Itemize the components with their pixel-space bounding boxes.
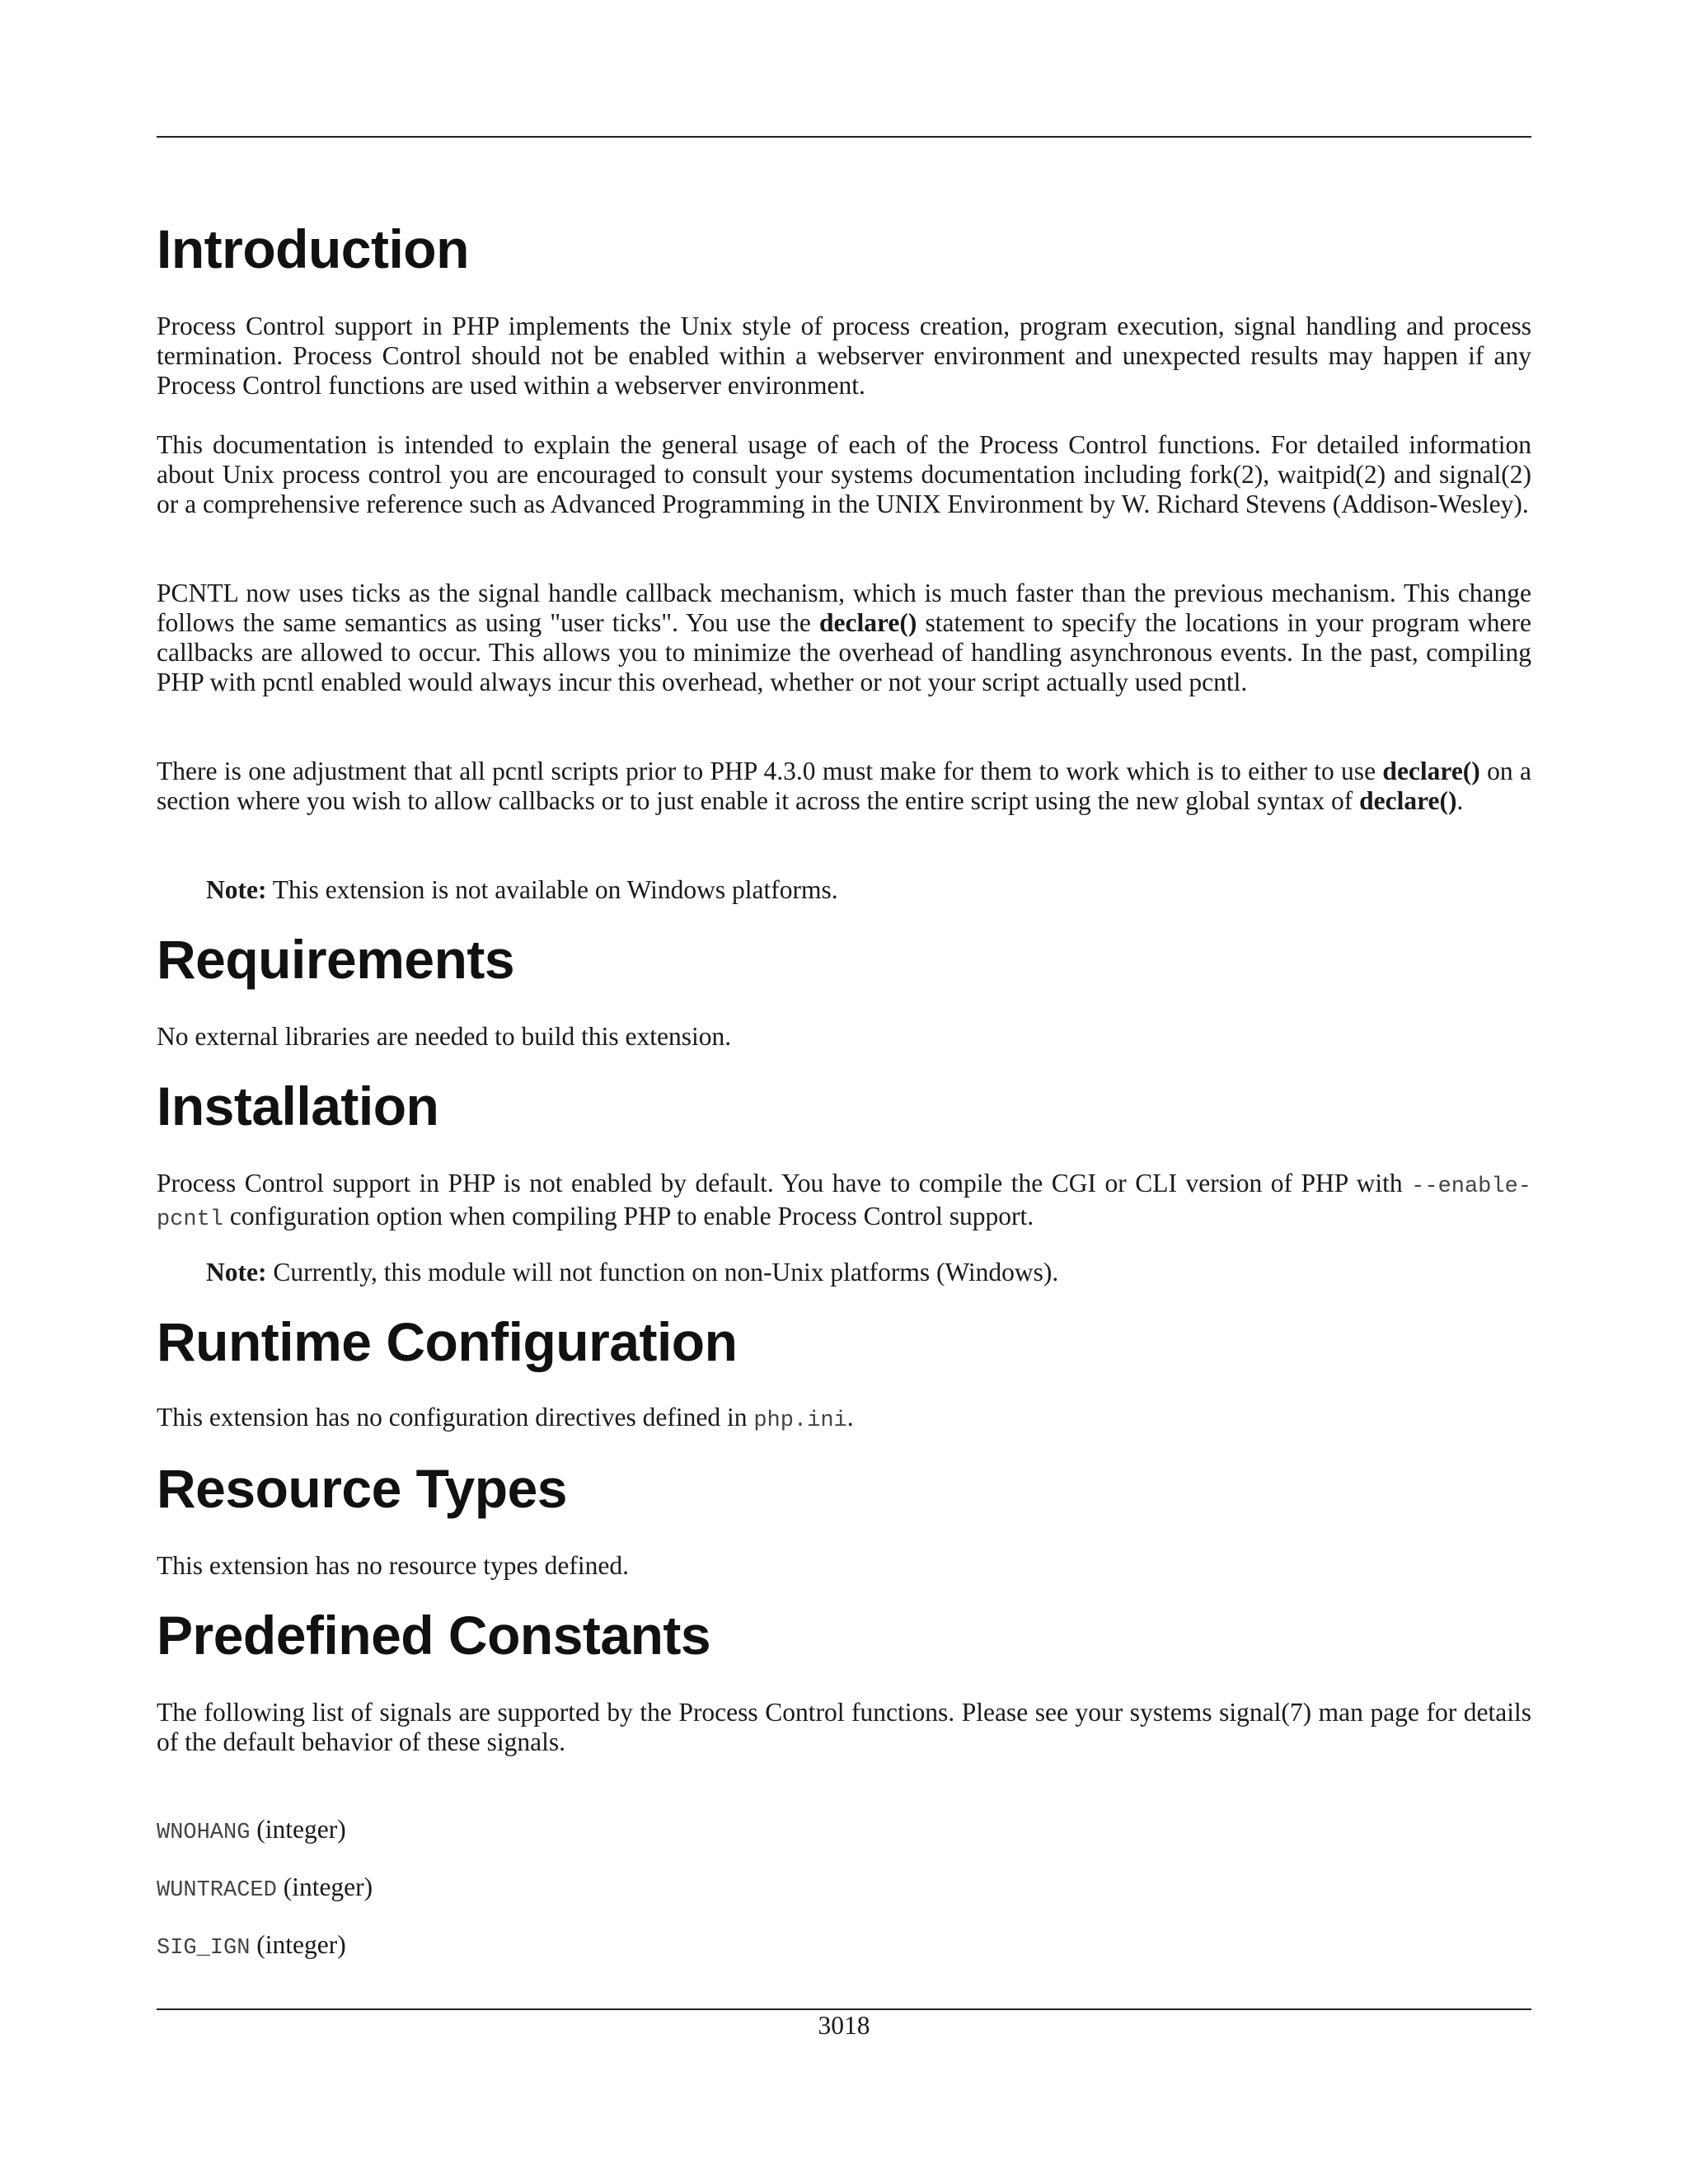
constants-section — [157, 1602, 1531, 1668]
constant-type: (integer) — [250, 1815, 346, 1844]
footer-rule — [157, 2008, 1531, 2010]
requirements-paragraph: No external libraries are needed to build this extension. — [157, 1022, 732, 1051]
php-ini-filename: php.ini — [753, 1408, 847, 1433]
page-number: 3018 — [818, 2011, 870, 2040]
introduction-paragraph-3: PCNTL now uses ticks as the signal handle callback mechanism, which is much faster than the previous mechanism. This change follows the same semantics as using "user ticks". You use the declare() statement to specify the locations in your program where callbacks are allowed to occur. This allows you to minimize the overhead of handling asynchronous events. In the past, compiling PHP with pcntl enabled would always incur this overhead, whether or not your script actually used pcntl. — [157, 579, 1531, 696]
resources-paragraph: This extension has no resource types defined. — [157, 1551, 629, 1580]
runtime-paragraph: This extension has no configuration directives defined in php.ini. — [157, 1403, 854, 1433]
constant-name: WNOHANG — [157, 1821, 251, 1845]
windows-note: Note: This extension is not available on Windows platforms. — [206, 875, 838, 904]
introduction-heading: Introduction — [157, 218, 469, 279]
header-rule — [157, 136, 1531, 138]
constant-name: SIG_IGN — [157, 1936, 251, 1961]
constants-heading: Predefined Constants — [157, 1605, 711, 1666]
introduction-paragraph-1: Process Control support in PHP implements the Unix style of process creation, program execution, signal handling and process termination. Process Control should not be enabled within a webserver environment and unexpected results may happen if any Process Control functions are used within a webserver environment. — [157, 312, 1531, 400]
requirements-section — [157, 926, 1531, 992]
constant-item — [157, 1815, 346, 1848]
document-page — [157, 0, 1531, 2184]
constant-type: (integer) — [250, 1930, 346, 1959]
installation-paragraph: Process Control support in PHP is not enabled by default. You have to compile the CGI or CLI version of PHP with --enable-pcntl configuration option when compiling PHP to enable Process Control support. — [157, 1169, 1531, 1232]
constant-type: (integer) — [276, 1872, 373, 1901]
declare-keyword: declare() — [819, 608, 917, 637]
requirements-heading: Requirements — [157, 929, 515, 990]
constant-item — [157, 1930, 346, 1963]
constant-name: WUNTRACED — [157, 1878, 277, 1903]
resources-heading: Resource Types — [157, 1458, 567, 1519]
constants-paragraph: The following list of signals are supported by the Process Control functions. Please see your systems signal(7) man page for details of the default behavior of these signals. — [157, 1698, 1531, 1756]
constant-item — [157, 1872, 373, 1905]
declare-keyword: declare() — [1359, 786, 1457, 815]
note-label: Note: — [206, 1258, 267, 1286]
introduction-paragraph-4: There is one adjustment that all pcntl scripts prior to PHP 4.3.0 must make for them to work which is to either to use declare() on a section where you wish to allow callbacks or to just enable it across the entire script using the new global syntax of declare(). — [157, 757, 1531, 815]
introduction-section — [157, 216, 1531, 282]
enable-pcntl-option: --enable-pcntl — [157, 1174, 1531, 1232]
runtime-heading: Runtime Configuration — [157, 1311, 738, 1372]
installation-heading: Installation — [157, 1076, 439, 1137]
note-label: Note: — [206, 875, 267, 904]
resources-section — [157, 1455, 1531, 1521]
installation-section — [157, 1073, 1531, 1139]
runtime-section — [157, 1309, 1531, 1375]
unix-note: Note: Currently, this module will not function on non-Unix platforms (Windows). — [206, 1258, 1059, 1286]
introduction-paragraph-2: This documentation is intended to explain the general usage of each of the Process Control functions. For detailed information about Unix process control you are encouraged to consult your systems documentation including fork(2), waitpid(2) and signal(2) or a comprehensive reference such as Advanced Programming in the UNIX Environment by W. Richard Stevens (Addison-Wesley). — [157, 430, 1531, 518]
declare-keyword: declare() — [1382, 757, 1480, 785]
